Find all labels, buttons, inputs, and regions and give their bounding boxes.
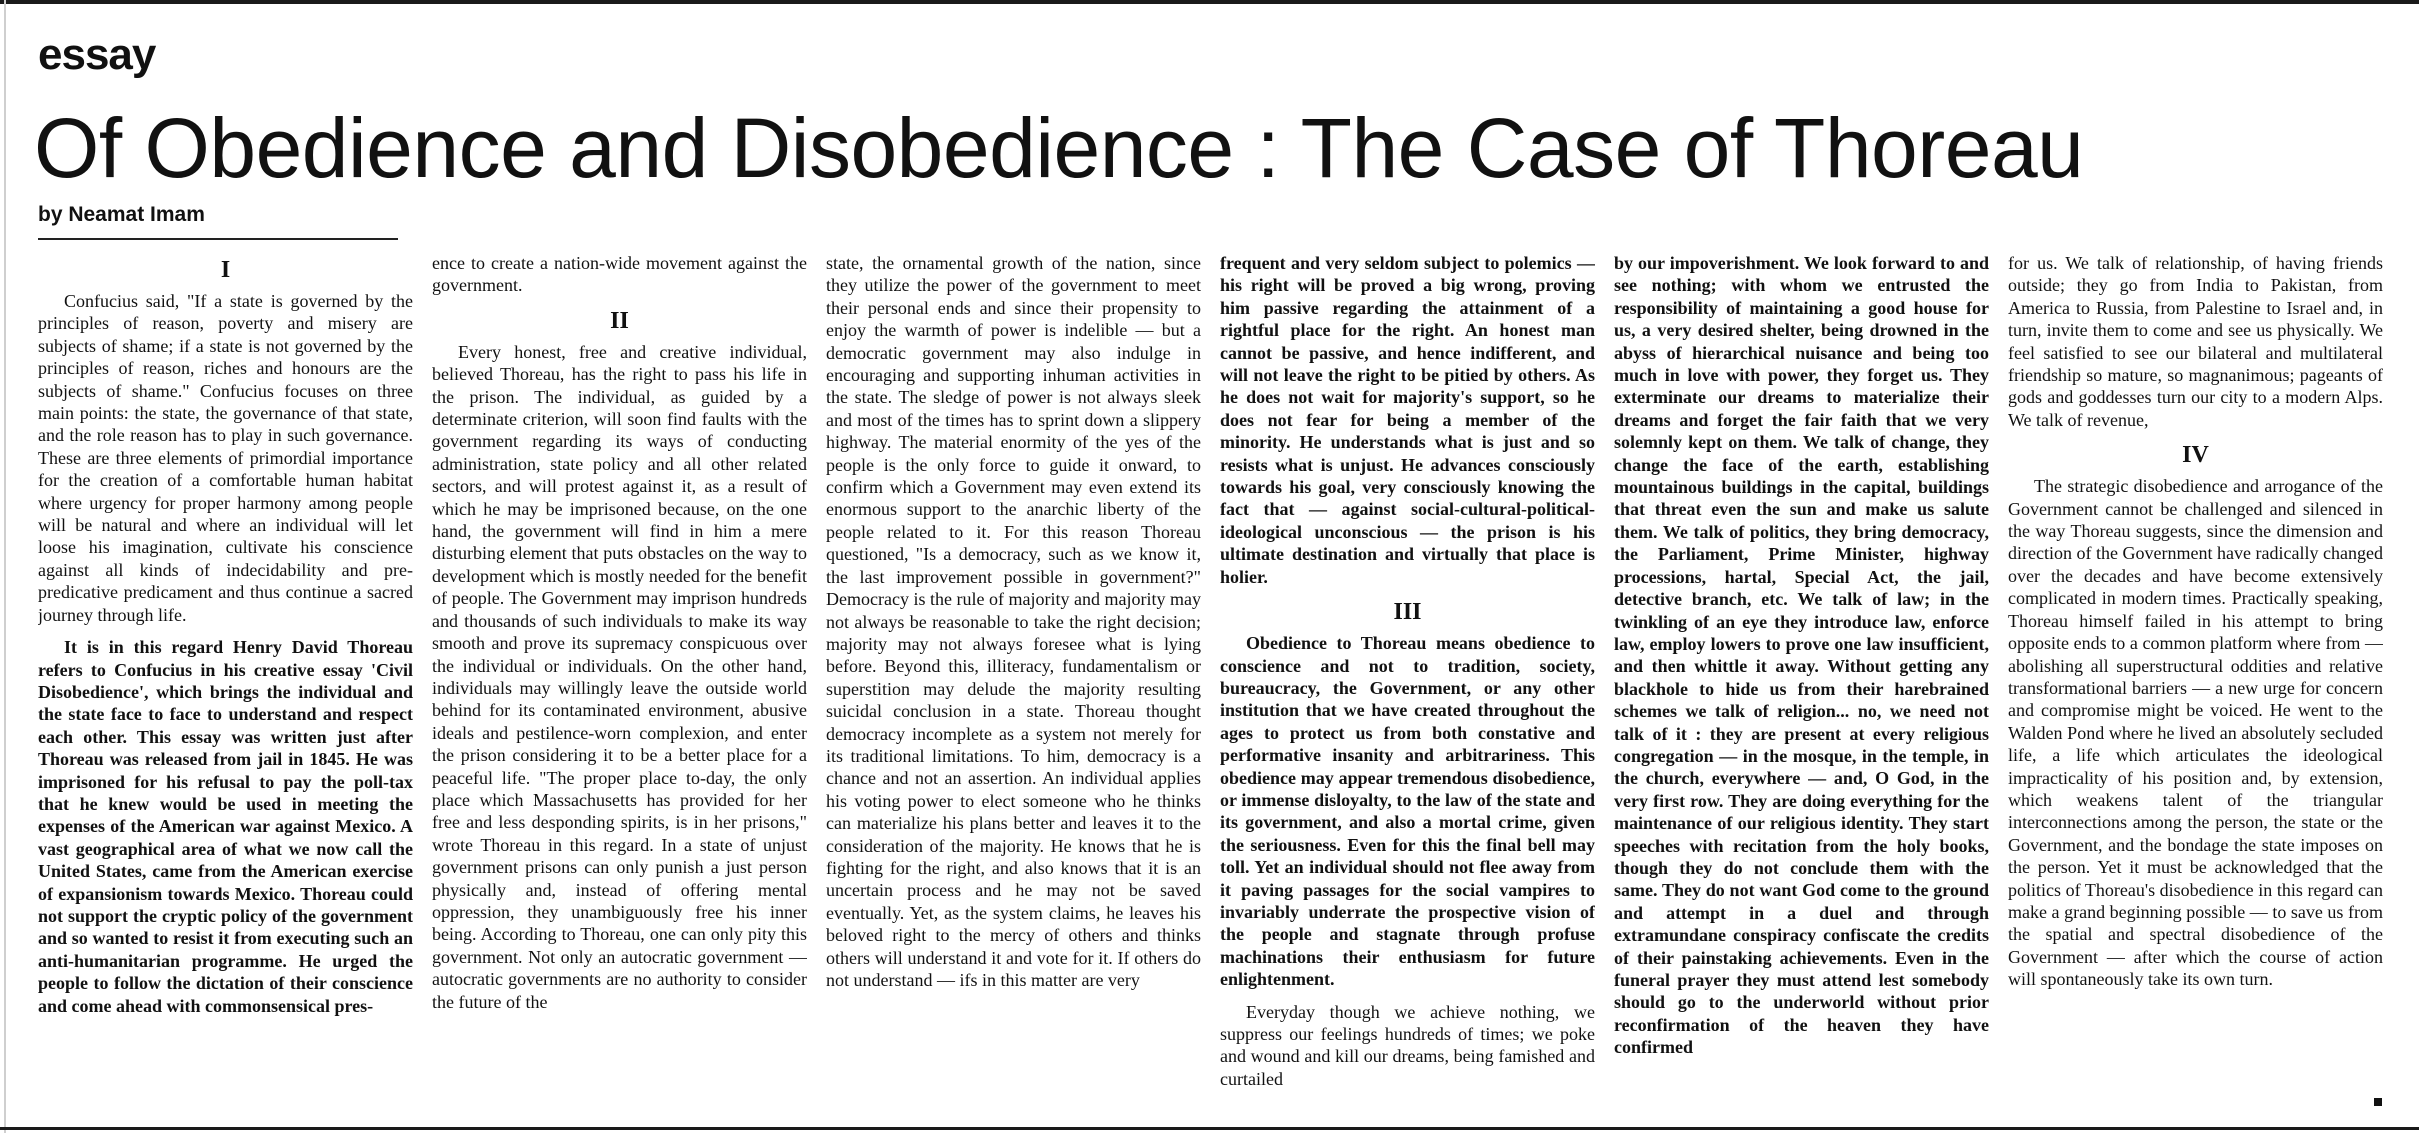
- paragraph: The strategic disobedience and arrogance of the Government cannot be challenged and silenced in the way Thoreau suggests, since the dimension and direction of the Government have radically changed over the decades and have become extensively complicated in modern times. Practically speaking, Thoreau himself failed in his attempt to bring opposite ends to a common platform where from — abolishing all superstructural oddities and relative transformational barriers — a new urge for concern and compromise might be voiced. He went to the Walden Pond where he lived an absolutely secluded life, a life which articulates the ideological impracticality of his position and, by extension, which weakens talent of the triangular interconnections among the person, the state or the Government, and the bondage the state imposes on the person. Yet it must be acknowledged that the politics of Thoreau's disobedience in this regard can make a grand beginning possible — to save us from the spatial and spectral disobedience of the Government — after which the course of action will spontaneously take its own turn.: [2008, 476, 2383, 990]
- article-column-6: [2008, 252, 2383, 1122]
- bottom-rule: [0, 1127, 2419, 1130]
- paragraph-continued: ence to create a nation-wide movement against the government.: [432, 253, 807, 296]
- paragraph: Obedience to Thoreau means obedience to conscience and not to tradition, society, bureaucracy, the Government, or any other institution that we have created throughout the ages to protect us from both constative and performative insanity and arbitrariness. This obedience may appear tremendous disobedience, or immense disloyalty, to the law of the state and its government, and also a mortal crime, given the seriousness. Even for this the final bell may toll. Yet an individual should not flee away from it paving passages for the social vampires to invariably underrate the prospective vision of the people and stagnate through profuse machinations their enthusiasm for future enlightenment.: [1220, 633, 1595, 990]
- section-kicker: essay: [38, 30, 156, 79]
- top-rule: [0, 0, 2419, 4]
- article-column-4: [1220, 252, 1595, 1122]
- end-mark: [2374, 1098, 2382, 1106]
- article-headline: Of Obedience and Disobedience : The Case of Thoreau: [34, 101, 2084, 195]
- paragraph: Everyday though we achieve nothing, we suppress our feelings hundreds of times; we poke and wound and kill our dreams, being famished and curtailed: [1220, 1001, 1595, 1089]
- paragraph: Confucius said, "If a state is governed by the principles of reason, poverty and misery are subjects of shame; if a state is not governed by the principles of reason, riches and honours are the subjects of shame." Confucius focuses on three main points: the state, the governance of that state, and the role reason has to play in such governance. These are three elements of primordial importance for the creation of a comfortable human habitat where urgency for proper harmony among people will be natural and where an individual will let loose his imagination, cultivate his conscience against all kinds of indecidability and pre-predicative predicament and thus continue a sacred journey through life.: [38, 291, 413, 625]
- paragraph-continued: for us. We talk of relationship, of having friends outside; they go from India to Pakistan, from America to Russia, from Palestine to Israel and, in turn, invite them to come and see us physically. We feel satisfied to see our bilateral and multilateral friendship so mature, so magnanimous; pageants of gods and goddesses turn our city to a modern Alps. We talk of revenue,: [2008, 253, 2383, 430]
- article-column-3: [826, 252, 1201, 1122]
- article-column-5: [1614, 252, 1989, 1122]
- article-column-1: [38, 252, 413, 1122]
- paragraph-continued: frequent and very seldom subject to polemics — his right will be proved a big wrong, proving him passive regarding the attainment of a rightful place for the right. An honest man cannot be passive, and hence indifferent, and will not leave the right to be pitied by others. As he does not wait for majority's support, so he does not fear for being a member of the minority. He understands what is just and so resists what is unjust. He advances consciously towards his goal, very consciously knowing the fact that — against social-cultural-political-ideological unconscious — the prison is his ultimate destination and virtually that place is holier.: [1220, 253, 1595, 587]
- article-byline: by Neamat Imam: [38, 203, 205, 226]
- section-heading-4: IV: [2182, 442, 2209, 469]
- section-heading-3: III: [1393, 599, 1422, 626]
- section-heading-1: I: [220, 257, 231, 283]
- left-edge-rule: [4, 0, 6, 1133]
- paragraph: It is in this regard Henry David Thoreau refers to Confucius in his creative essay 'Civil Disobedience', which brings the individual and the state face to face to understand and respect each other. This essay was written just after Thoreau was released from jail in 1845. He was imprisoned for his refusal to pay the poll-tax that he knew would be used in meeting the expenses of the American war against Mexico. A vast geographical area of what we now call the United States, came from the American exercise of expansionism towards Mexico. Thoreau could not support the cryptic policy of the government and so wanted to resist it from executing such an anti-humanitarian programme. He urged the people to follow the dictation of their conscience and come ahead with commonsensical pres-: [38, 637, 413, 1016]
- byline-rule: [38, 238, 398, 240]
- paragraph-continued: state, the ornamental growth of the nation, since they utilize the power of the government to meet their personal ends and since their propensity to enjoy the warmth of power is indelible — but a democratic government may also indulge in encouraging and supporting inhuman activities in the state. The sledge of power is not always sleek and most of the times has to sprint down a slippery highway. The material enormity of the yes of the people is the only force to guide it onward, to confirm which a Government may even extend its enormous support to the anarchic liberty of the people related to it. For this reason Thoreau questioned, "Is a democracy, such as we know it, the last improvement possible in government?" Democracy is the rule of majority and majority may not always be reasonable to take the right decision; majority may not always foresee what is lying before. Beyond this, illiteracy, fundamentalism or superstition may delude the majority resulting suicidal conclusion in a state. Thoreau thought democracy incomplete as a system not merely for its traditional limitations. To him, democracy is a chance and not an assertion. An individual applies his voting power to elect someone who he thinks can materialize his plans better and leaves it to the consideration of the majority. He knows that he is fighting for the right, and also knows that it is an uncertain process and he may not be saved eventually. Yet, as the system claims, he leaves his beloved right to the mercy of others and thinks others will understand it and vote for it. If others do not understand — ifs in this matter are very: [826, 253, 1201, 990]
- paragraph-continued: by our impoverishment. We look forward to and see nothing; with whom we entrusted the responsibility of maintaining a good house for us, a very desired shelter, being drowned in the abyss of hierarchical nuisance and being too much in love with power, they forget us. They exterminate our dreams to materialize their dreams and forget the fair faith that we very solemnly kept on them. We talk of change, they change the face of the earth, establishing mountainous buildings in the capital, buildings that threat even the sun and make us salute them. We talk of politics, they bring democracy, the Parliament, Prime Minister, highway processions, hartal, Special Act, the jail, detective branch, etc. We talk of law; in the twinkling of an eye they introduce law, enforce law, employ lowers to prove one law insufficient, and then whittle it away. Without getting any blackhole to hide us from their harebrained schemes we talk of religion... no, we need not talk of it : they are present at every religious congregation — in the mosque, in the temple, in the church, everywhere — and, O God, in the very first row. They are doing everything for the maintenance of our religious identity. They start speeches with recitation from the holy books, though they do not conclude them with the same. They do not want God come to the ground and attempt in a duel and through extramundane conspiracy confiscate the credits of their painstaking achievements. Even in the funeral prayer they must attend lest somebody should go to the underworld without prior reconfirmation of the heaven they have confirmed: [1614, 253, 1989, 1058]
- paragraph: Every honest, free and creative individual, believed Thoreau, has the right to pass his life in the prison. The individual, as guided by a determinate criterion, will soon find faults with the government regarding its ways of conducting administration, state policy and all other related sectors, and will protest against it, as a result of which he may be imprisoned because, on the one hand, the government will find in him a mere disturbing element that puts obstacles on the way to development which is mostly needed for the benefit of people. The Government may imprison hundreds and thousands of such individuals to make its way smooth and prove its supremacy conspicuous over the individual or individuals. On the other hand, individuals may willingly leave the outside world behind for its contaminated environment, abusive ideals and pestilence-worn complexion, and enter the prison considering it to be a better place for a peaceful life. "The proper place to-day, the only place which Massachusetts has provided for her free and less desponding spirits, is in her prisons," wrote Thoreau in this regard. In a state of unjust government prisons can only punish a just person physically and, instead of offering mental oppression, they unambiguously free his inner being. According to Thoreau, one can only pity this government. Not only an autocratic government — autocratic governments are no authority to consider the future of the: [432, 341, 807, 1012]
- section-heading-2: II: [610, 307, 629, 334]
- article-column-2: [432, 252, 807, 1122]
